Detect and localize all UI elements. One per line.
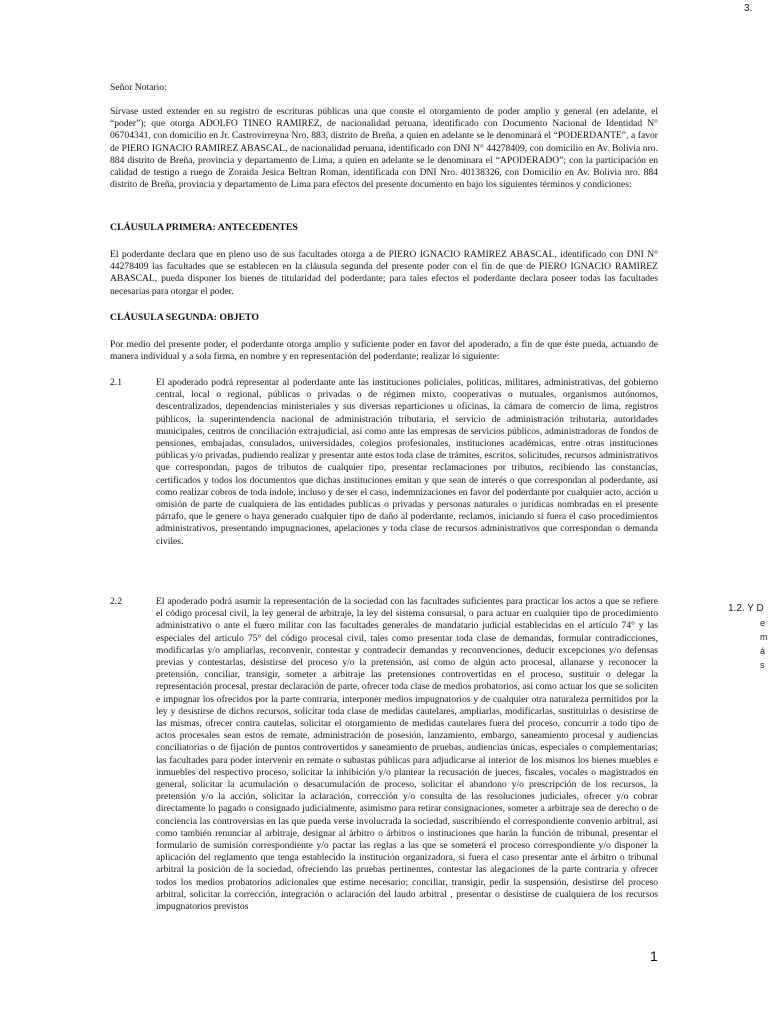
clause-2-title: CLÁUSULA SEGUNDA: OBJETO xyxy=(110,312,259,323)
intro-paragraph: Sírvase usted extender en su registro de escrituras públicas una que conste el otorgamiento de poder amplio y general (en adelante, el “poder”); que otorga ADOLFO TINEO RAMIREZ, de nacionalidad peruana, identificado con Documento Nacional de Identidad N° 06704341, con domicilio en Jr. Castrovirreyna Nro. 883, distrito de Breña, a quien en adelante se le denominará el “PODERDANTE”, a favor de PIERO IGNACIO RAMIREZ ABASCAL, de nacionalidad peruana, identificado con DNI N° 44278409, con domicilio en Av. Bolivia nro. 884 distrito de Breña, provincia y departamento de Lima, a quien en adelante se le denominara el “APODERADO”; con la participación en calidad de testigo a ruego de Zoraida Jesica Beltran Roman, identificada con DNI Nro. 40138326, con Domicilio en Av. Bolivia nro. 884 distrito de Breña, provincia y departamento de Lima para efectos del presente documento en bajo los siguientes términos y condiciones: xyxy=(110,106,658,191)
clause-1-title: CLÁUSULA PRIMERA: ANTECEDENTES xyxy=(110,222,298,233)
adjacent-fragment: s xyxy=(760,660,765,670)
item-number: 2.1 xyxy=(110,377,122,388)
page-number: 1 xyxy=(650,948,658,964)
adjacent-page-edge xyxy=(728,0,768,1024)
item-number: 2.2 xyxy=(110,596,122,607)
adjacent-fragment: á xyxy=(760,646,766,656)
adjacent-fragment: e xyxy=(760,618,766,628)
clause-2-paragraph: Por medio del presente poder, el poderdante otorga amplio y suficiente poder en favor del apoderado, a fin de que éste pueda, actuando de manera individual y a sola firma, en nombre y en representación del poderdante; realizar lo siguiente: xyxy=(110,339,658,363)
item-text: El apoderado podrá asumir la representación de la sociedad con las facultades suficientes para practicar los actos a que se refiere el código procesal civil, la ley general de arbitraje, la ley del sistema consursal, o para actuar en cualquier tipo de procedimiento administrativo o ante el fuero militar con las facultades generales de mandatario judicial establecidas en el artículo 74° y las especiales del artículo 75° del código procesal civil, tales como presentar toda clase de demandas, formular contradicciones, modificarlas y/o ampliarlas, reconvenir, contestar y contradecir demandas y reconvenciones, deducir excepciones y/o defensas previas y contestarlas, desistirse del proceso y/o la pretensión, así como de algún acto procesal, allanarse y reconocer la pretensión, conciliar, transigir, someter a arbitraje las pretensiones controvertidas en el proceso, sustituir o delegar la representación procesal, prestar declaración de parte, ofrecer toda clase de medios probatorios, así como actuar los que se soliciten e impugnar los ofrecidos por la parte contraria, interponer medios impugnatorios y de cualquier otra naturaleza permitidos por la ley y desistirse de dichos recursos, solicitar toda clase de medidas cautelares, ampliarlas, modificarlas, sustituirlas o desistirse de las mismas, ofrecer contra cautelas, solicitar el otorgamiento de medidas cautelares fuera del proceso, concurrir a todo tipo de actos procesales sean estos de remate, administración de posesión, lanzamiento, embargo, saneamiento procesal y audiencias conciliatorias o de fijación de puntos controvertidos y saneamiento de pruebas, audiencias únicas, especiales o complementarias; las facultades para poder intervenir en remate o subastas públicas para adjudicarse al interior de los mismos los bienes muebles e inmuebles del respectivo proceso, solicitar la inhibición y/o plantear la recusación de jueces, fiscales, vocales o magistrados en general, solicitar la acumulación o desacumulación de proceso, solicitar el abandono y/o prescripción de los recursos, la pretensión y/o la acción, solicitar la aclaración, corrección y/o consulta de las resoluciones judiciales, ofrecer y/o cobrar directamente lo pagado o consignado judicialmente, asimismo para retirar consignaciones, someter a arbitraje sea de derecho o de conciencia las controversias en las que pueda verse involucrada la sociedad, suscribiendo el correspondiente convenio arbitral, así como también renunciar al arbitraje, designar al árbitro o árbitros o instituciones que harán la función de tribunal, presentar el formulario de sumisión correspondiente y/o pactar las reglas a las que se someterá el proceso correspondiente y/o disponer la aplicación del reglamento que tenga establecido la institución organizadora, si fuera el caso presentar ante el árbitro o tribunal arbitral la posición de la sociedad, ofreciendo las pruebas pertinentes, contestar las alegaciones de la parte contraria y ofrecer todos los medios probatorios adicionales que estime necesario; conciliar, transigir, pedir la suspensión, desistirse del proceso arbitral, solicitar la corrección, integración o aclaración del laudo arbitral , presentar o desistirse de cualquiera de los recursos impugnatorios previstos xyxy=(156,596,658,913)
salutation: Señor Notario: xyxy=(110,82,167,93)
adjacent-section-label: 1.2. Y D xyxy=(728,603,764,614)
item-text: El apoderado podrá representar al poderdante ante las instituciones policiales, políticas, militares, administrativas, del gobierno central, local o regional, públicas o privadas o de régimen mixto, cooperativas o mutuales, organismos autónomos, descentralizados, dependencias ministeriales y sus diversas reparticiones u oficinas, la cámara de comercio de lima, registros públicos, la superintendencia nacional de administración tributaria, el servicio de administración tributaria, autoridades municipales, centros de conciliación extrajudicial, así como ante las empresas de servicios públicos, administradoras de fondos de pensiones, embajadas, consulados, universidades, colegios profesionales, instituciones académicas, entre otras instituciones públicas y/o privadas, pudiendo realizar y presentar ante estos toda clase de trámites, escritos, solicitudes, recursos administrativos que correspondan, pagos de tributos de cualquier tipo, presentar reclamaciones por tributos, recibiendo las constancias, certificados y todos los documentos que dichas instituciones emitan y que sean de interés o que correspondan al poderdante, así como realizar cobros de toda índole, incluso y de ser el caso, indemnizaciones en favor del poderdante por cualquier acto, acción u omisión de parte de cualquiera de las entidades publicas o privadas y personas naturales o jurídicas nombradas en el presente párrafo, que le genere o haya generado cualquier tipo de daño al poderdante, reclamos, iniciando si fuera el caso procedimientos administrativos, presentando impugnaciones, apelaciones y toda clase de recursos administrativos que correspondan o demanda civiles. xyxy=(156,377,658,547)
adjacent-list-number: 3. xyxy=(744,3,753,14)
clause-1-paragraph: El poderdante declara que en pleno uso de sus facultades otorga a de PIERO IGNACIO RAMIREZ ABASCAL, identificado con DNI N° 44278409 las facultades que se establecen en la cláusula segunda del presente poder con el fin de que de PIERO IGNACIO RAMIREZ ABASCAL, pueda disponer los bienes de titularidad del poderdante; para tales efectos el poderdante declara poseer todas las facultades necesarias para otorgar el poder. xyxy=(110,249,658,297)
adjacent-fragment: m xyxy=(760,632,768,642)
